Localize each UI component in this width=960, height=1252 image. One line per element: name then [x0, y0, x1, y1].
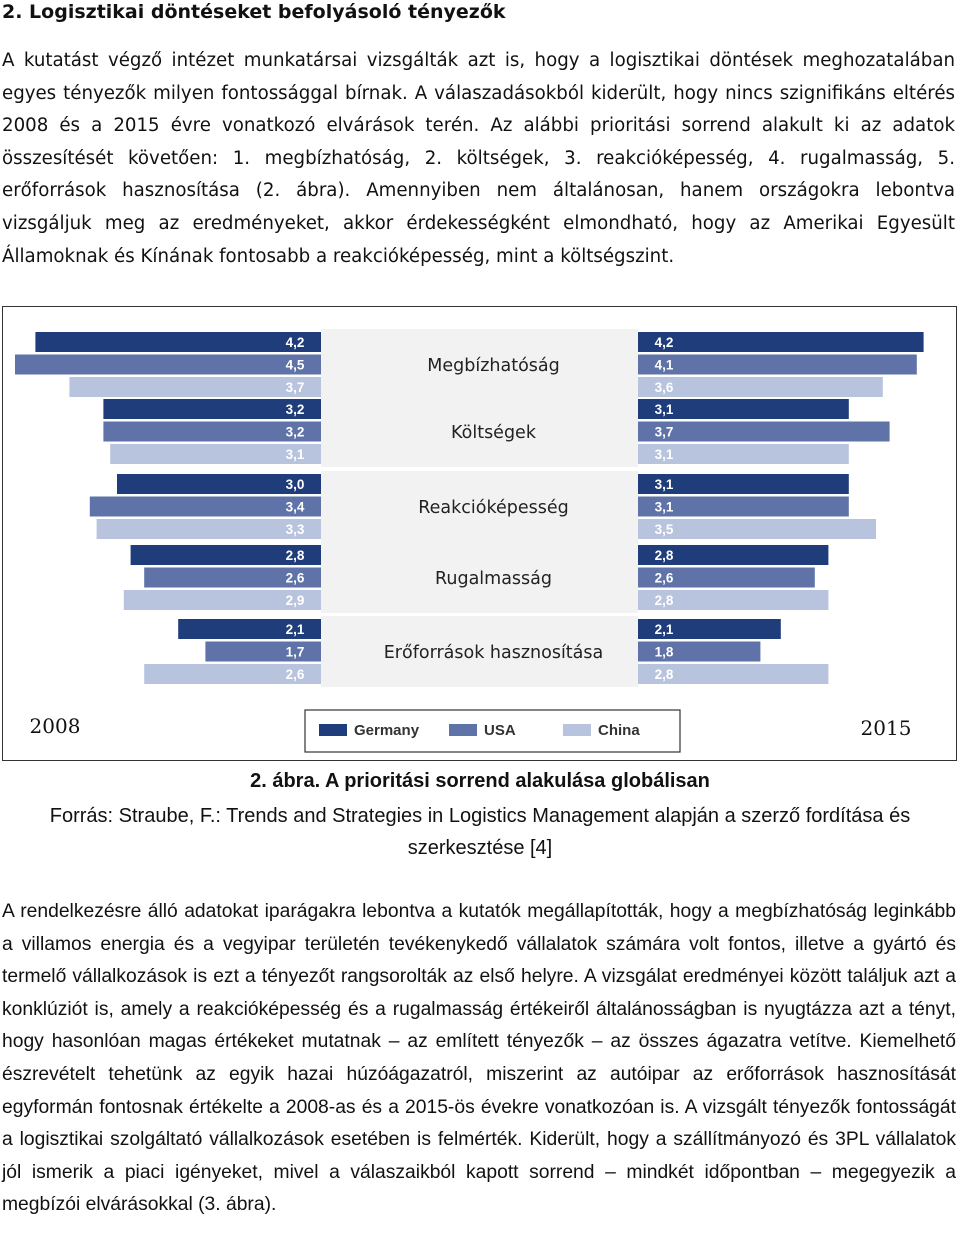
bar-2015 — [638, 332, 924, 352]
bar-label-2008: 2,1 — [285, 622, 305, 637]
legend-label: China — [598, 722, 640, 739]
bar-label-2015: 3,5 — [654, 522, 674, 537]
bar-2008 — [35, 332, 321, 352]
bar-2008 — [15, 355, 321, 375]
legend-swatch — [319, 724, 347, 736]
category-label: Megbízhatóság — [427, 356, 560, 376]
bar-label-2015: 3,1 — [654, 447, 674, 462]
legend-swatch — [449, 724, 477, 736]
bar-2015 — [638, 519, 876, 539]
bar-label-2015: 2,6 — [654, 570, 674, 586]
bar-label-2008: 2,6 — [285, 570, 305, 586]
bar-label-2015: 3,1 — [654, 477, 674, 492]
bar-label-2008: 3,0 — [285, 477, 305, 492]
year-label-2008: 2008 — [29, 714, 81, 738]
bar-2015 — [638, 377, 883, 397]
intro-paragraph: A kutatást végző intézet munkatársai vizsgálták azt is, hogy a logisztikai döntések meghozatalában egyes tényezők milyen fontossággal bírnak. A válaszadásokból kiderült, hogy nincs szignifikáns eltérés 2008 és a 2015 évre vonatkozó elvárások terén. Az alábbi prioritási sorrend alakult ki az adatok összesítését követően: 1. megbízhatóság, 2. költségek, 3. reakcióképesség, 4. rugalmasság, 5. erőforrások hasznosítása (2. ábra). Amennyiben nem általánosan, hanem országokra lebontva vizsgáljuk meg az eredményeket, akkor érdekességként elmondható, hogy az Amerikai Egyesült Államoknak és Kínának fontosabb a reakcióképesség, mint a költségszint. — [2, 50, 955, 267]
bar-label-2015: 1,8 — [654, 644, 674, 660]
bar-label-2008: 4,5 — [285, 357, 305, 373]
bar-label-2008: 3,1 — [285, 447, 305, 462]
bar-label-2015: 3,7 — [654, 424, 674, 440]
bar-2015 — [638, 422, 890, 442]
figure-caption: 2. ábra. A prioritási sorrend alakulása globálisan — [250, 770, 710, 792]
bar-label-2008: 3,4 — [285, 499, 305, 515]
legend-label: USA — [484, 722, 516, 739]
legend-swatch — [563, 724, 591, 736]
category-label: Erőforrások hasznosítása — [383, 643, 604, 663]
year-label-2015: 2015 — [860, 716, 912, 740]
results-paragraph: A rendelkezésre álló adatokat iparágakra lebontva a kutatók megállapították, hogy a megbízhatóság leginkább a villamos energia és a vegyipar területén tevékenykedő vállalatok számára volt fontos, illetve a gyártó és termelő vállalkozások is ezt a tényezőt rangsorolták az első helyre. A vizsgálat eredményei között találjuk azt a konklúziót is, amely a reakcióképesség és a rugalmasság értékeiről általánosságban is nyugtázza azt a tényt, hogy hasonlóan magas értékeket mutatnak – az említett tényezők – az összes ágazatra vetítve. Kiemelhető észrevételt tehetünk az egyik hazai húzóágazatról, miszerint az autóipar az erőforrások hasznosítását egyformán fontosnak értékelte a 2008-as és a 2015-ös évekre vonatkozóan is. A vizsgált tényezők fontosságát a logisztikai szolgáltató vállalkozások esetében is felmérték. Kiderült, hogy a szállítmányozó és 3PL vállalatok jól ismerik a piaci igényeket, mivel a válaszaikból kapott sorrend – mindkét időpontban – megegyezik a megbízói elvárásokkal (3. ábra). — [2, 901, 956, 1216]
bar-label-2008: 3,2 — [285, 402, 305, 417]
bar-label-2008: 4,2 — [285, 335, 305, 350]
legend-label: Germany — [354, 722, 420, 739]
bar-label-2015: 2,8 — [654, 593, 674, 608]
bar-label-2015: 3,1 — [654, 499, 674, 515]
bar-label-2008: 1,7 — [285, 644, 305, 660]
bar-label-2008: 3,7 — [285, 380, 305, 395]
bar-label-2015: 4,2 — [654, 335, 674, 350]
bar-2015 — [638, 355, 917, 375]
category-label: Rugalmasság — [435, 569, 552, 589]
bar-label-2008: 2,9 — [285, 593, 305, 608]
bar-label-2008: 2,6 — [285, 667, 305, 682]
bar-2008 — [69, 377, 321, 397]
bar-label-2008: 2,8 — [285, 548, 305, 563]
bar-label-2015: 3,6 — [654, 380, 674, 395]
priority-chart-figure — [2, 306, 957, 761]
bar-label-2008: 3,2 — [285, 424, 305, 440]
category-label: Költségek — [451, 423, 536, 443]
bar-label-2008: 3,3 — [285, 522, 305, 537]
section-heading: 2. Logisztikai döntéseket befolyásoló tényezők — [2, 1, 506, 23]
priority-chart — [3, 307, 958, 762]
bar-label-2015: 2,8 — [654, 548, 674, 563]
bar-label-2015: 3,1 — [654, 402, 674, 417]
category-label: Reakcióképesség — [418, 498, 569, 518]
bar-label-2015: 2,1 — [654, 622, 674, 637]
bar-label-2015: 2,8 — [654, 667, 674, 682]
figure-source: Forrás: Straube, F.: Trends and Strategies in Logistics Management alapján a szerző fordítása és szerkesztése [4] — [49, 805, 911, 859]
bar-label-2015: 4,1 — [654, 357, 674, 373]
